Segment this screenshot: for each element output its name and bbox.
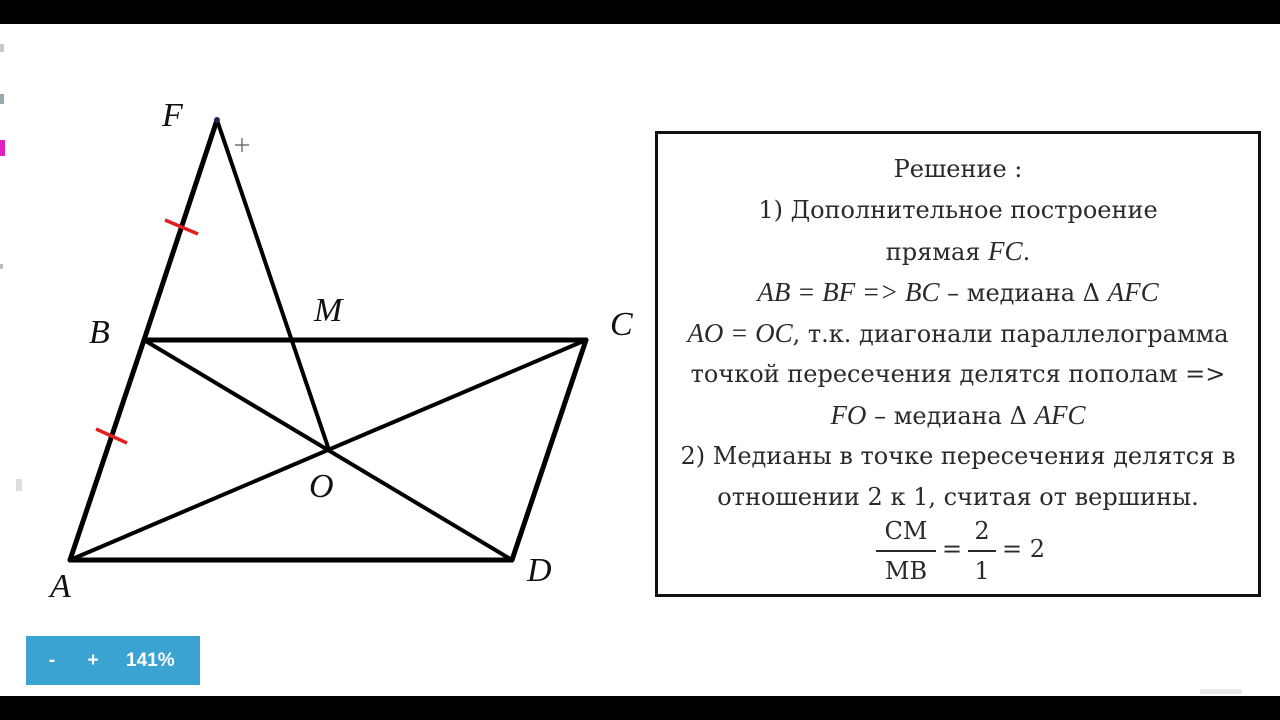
equals-sign: = [942,535,963,563]
step2-line2: отношении 2 к 1, считая от вершины. [717,483,1199,511]
label-d: D [527,552,552,589]
fraction-denominator: MB [884,557,928,585]
scroll-indicator [1200,689,1242,694]
step1-line2-math: FC [988,236,1023,266]
label-a: A [50,568,71,605]
step2-line1: 2) Медианы в точке пересечения делятся в [680,442,1236,470]
line4-text: , т.к. диагонали параллелограмма [792,320,1229,348]
line3 [658,277,1258,308]
line3-math2: AFC [1107,277,1159,307]
ratio-formula [658,512,1258,592]
line3-math1: AB = BF => BC [757,277,940,307]
fraction-bar [876,550,936,552]
zoom-level: 141% [126,650,175,671]
fraction-denominator: 1 [974,557,990,585]
label-c: C [610,306,633,343]
label-o: O [309,468,334,505]
step1-line1: 1) Дополнительное построение [758,196,1158,224]
line6 [658,400,1258,431]
line6-math2: AFC [1034,400,1086,430]
line5: точкой пересечения делятся пополам => [690,360,1226,388]
canvas-frame [0,24,1280,696]
label-m: M [314,292,343,329]
zoom-out-button[interactable]: - [48,650,56,671]
step1-line2-end: . [1022,238,1031,266]
line6-text: – медиана Δ [866,402,1035,430]
geometry-diagram [0,24,650,696]
fraction-numerator: 2 [974,517,990,545]
line4-math: AO = OC [687,318,793,348]
step1-line2-text: прямая [885,238,989,266]
segment-fo [217,120,329,450]
zoom-in-button[interactable]: + [87,650,99,671]
segment-bf [144,120,217,340]
solution-title: Решение : [893,155,1023,183]
line4 [658,318,1258,349]
fraction-numerator: CM [884,517,928,545]
point-f-dot [214,117,220,123]
label-b: B [89,314,110,351]
crosshair-cursor-icon [235,138,249,152]
fraction-bar [968,550,996,552]
zoom-control [26,636,200,685]
side-cd [512,340,586,560]
line6-math1: FO [830,400,867,430]
label-f: F [162,97,183,134]
step1-line2 [658,236,1258,267]
solution-box [655,131,1261,597]
side-ab [70,340,144,560]
result-value: = 2 [1002,535,1046,563]
line3-text: – медиана Δ [939,279,1108,307]
